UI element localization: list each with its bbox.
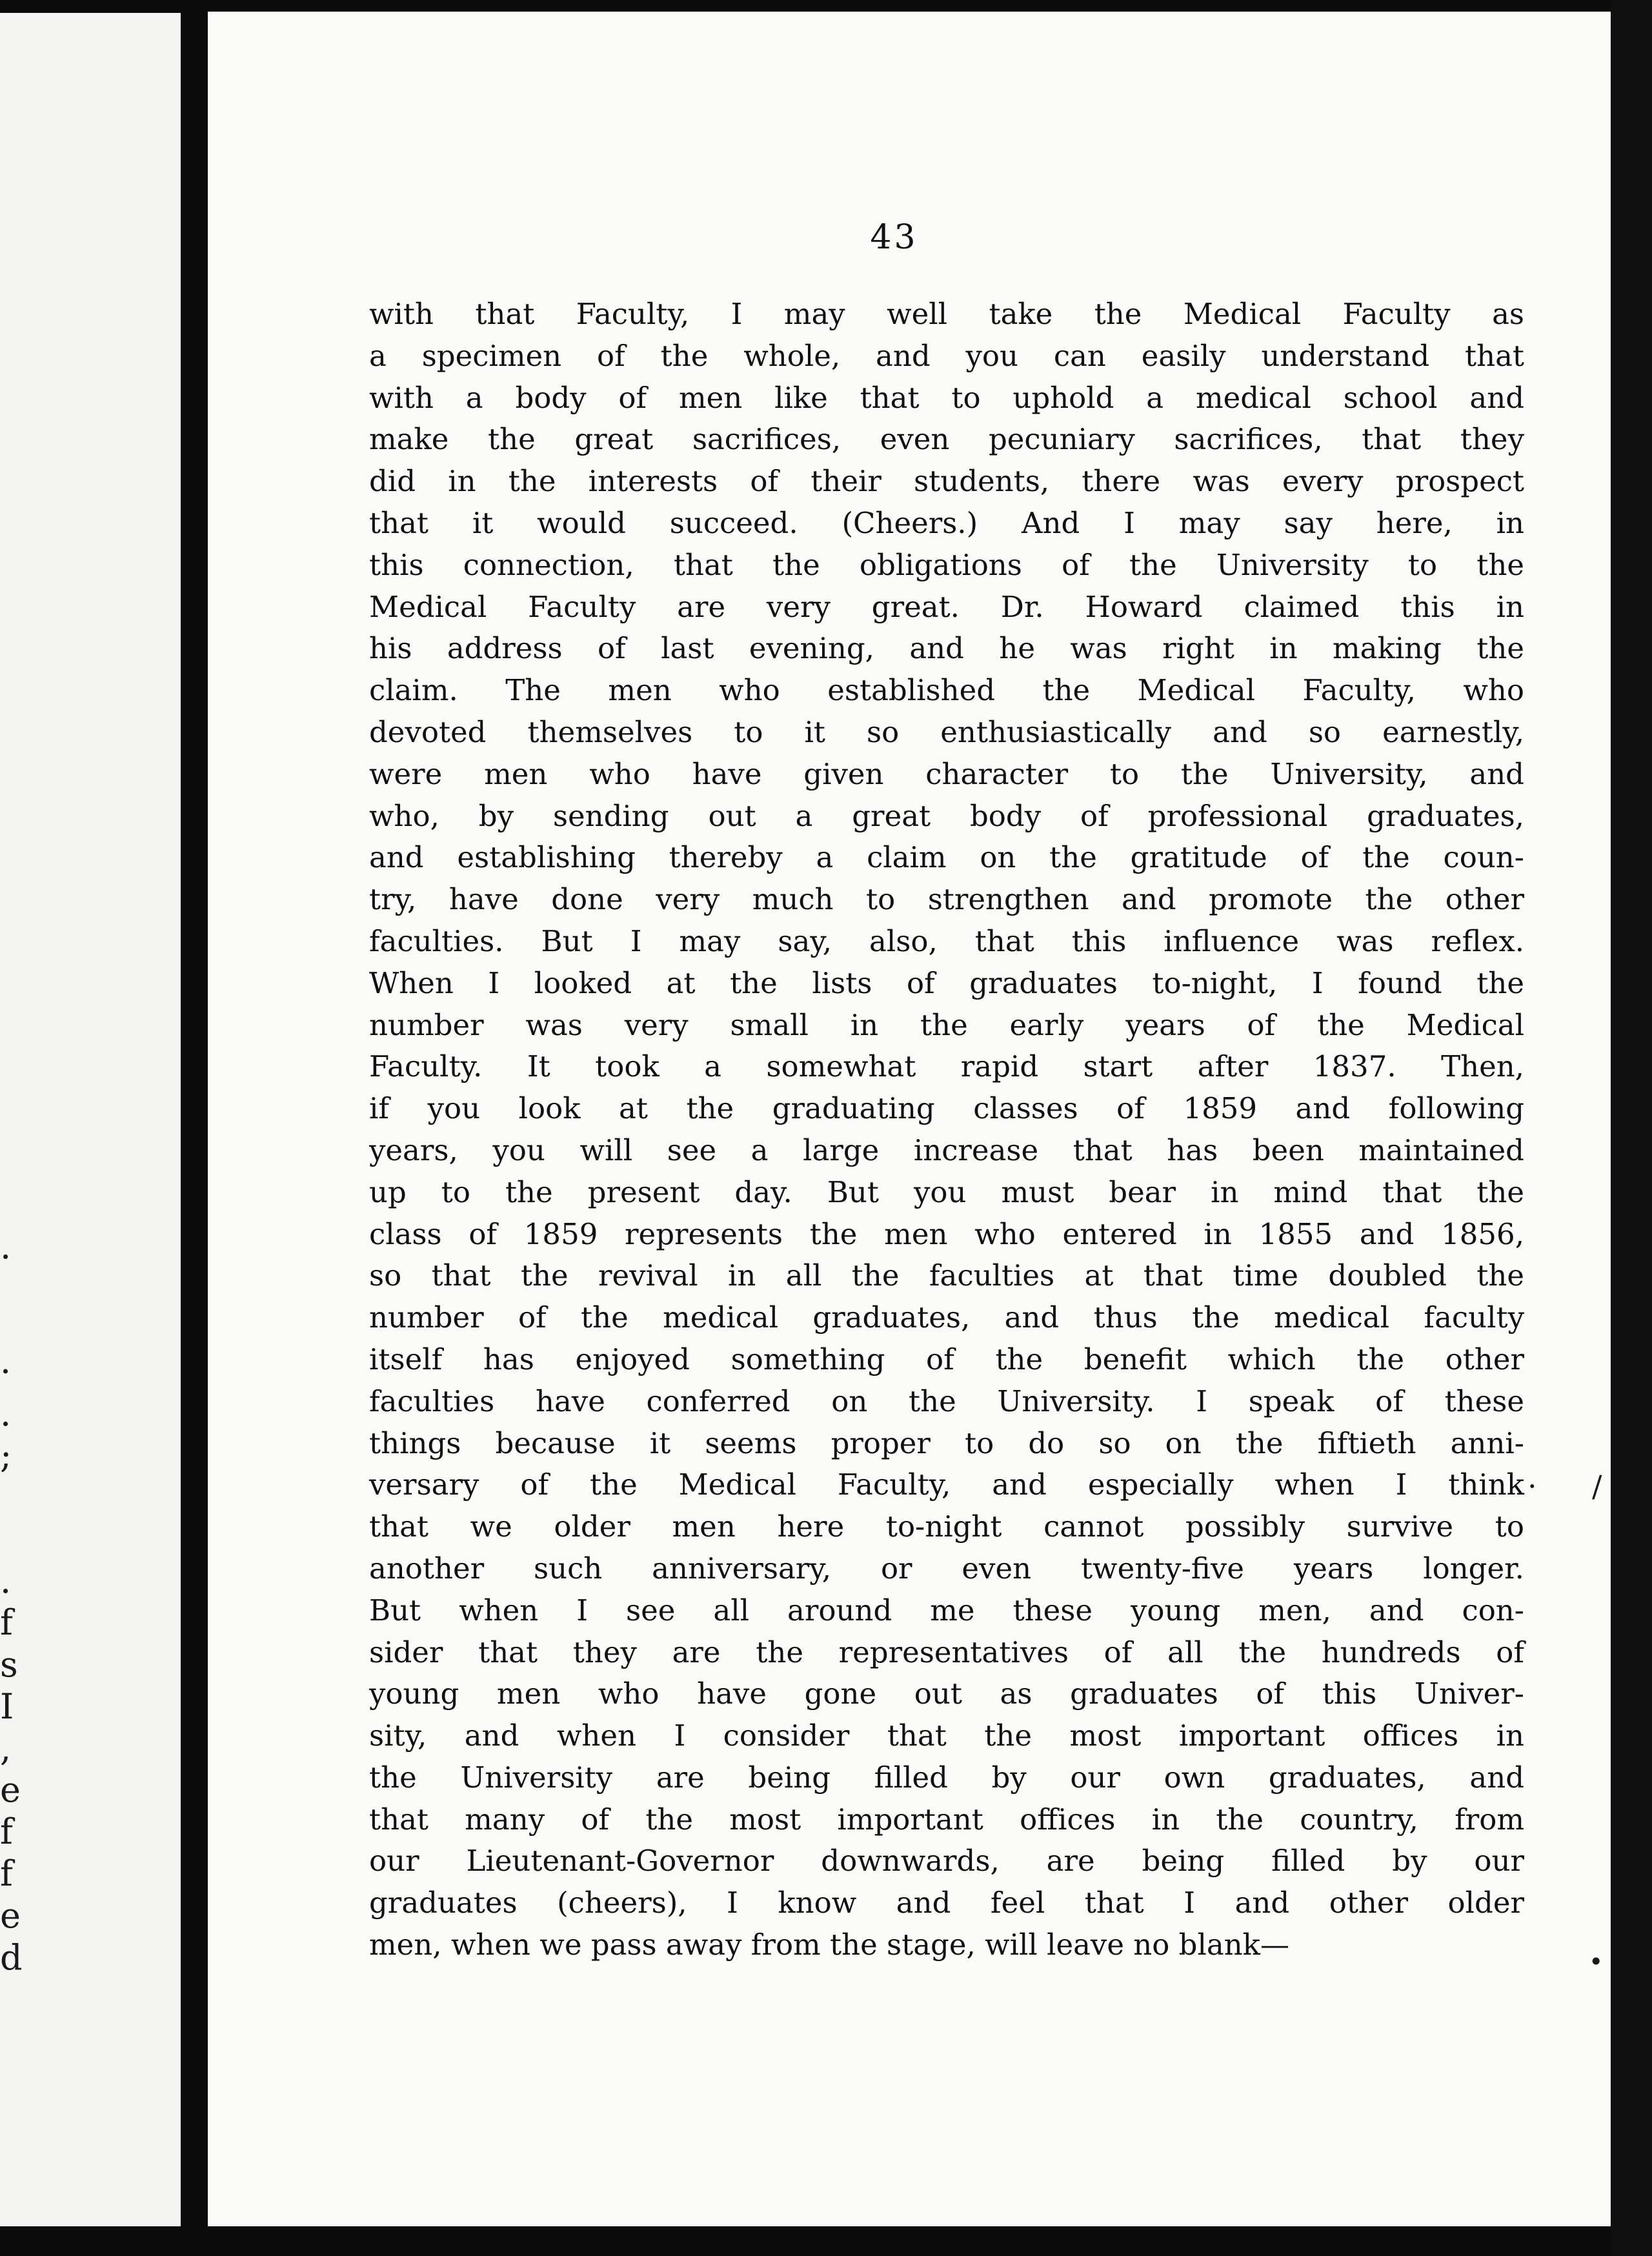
line-end-fragment: e: [0, 1769, 21, 1811]
text-line: sider that they are the representatives of all the hundreds of: [369, 1635, 1524, 1669]
line-end-fragment: s: [0, 1644, 18, 1685]
text-line: that we older men here to-night cannot possibly survive to: [369, 1509, 1524, 1544]
previous-page-line-ends: [0, 1226, 23, 1979]
text-line: When I looked at the lists of graduates to-night, I found the: [369, 965, 1524, 1000]
margin-mark: ·: [1527, 1469, 1537, 1504]
page-edge-shadow: [1611, 0, 1652, 2256]
line-end-fragment: f: [0, 1602, 13, 1644]
line-end-fragment: [0, 1310, 19, 1352]
line-end-fragment: .: [0, 1393, 12, 1435]
text-line: things because it seems proper to do so on the fiftieth anni-: [369, 1425, 1524, 1460]
text-line: years, you will see a large increase that has been maintained: [369, 1133, 1524, 1167]
text-line: versary of the Medical Faculty, and especially when I think: [369, 1467, 1524, 1502]
page-number: 43: [870, 218, 918, 257]
line-end-fragment: [0, 1519, 19, 1561]
book-page: [208, 12, 1611, 2226]
text-line: devoted themselves to it so enthusiastically and so earnestly,: [369, 714, 1524, 749]
text-line: with that Faculty, I may well take the Medical Faculty as: [369, 297, 1524, 331]
text-line: faculties have conferred on the University. I speak of these: [369, 1384, 1524, 1418]
text-line: young men who have gone out as graduates of this Univer-: [369, 1677, 1524, 1711]
text-line: the University are being filled by our own graduates, and: [369, 1760, 1524, 1795]
text-line: claim. The men who established the Medical Faculty, who: [369, 673, 1524, 708]
text-line: that many of the most important offices in the country, from: [369, 1802, 1524, 1837]
text-line: who, by sending out a great body of professional graduates,: [369, 798, 1524, 833]
margin-mark: •: [1589, 1948, 1604, 1976]
line-end-fragment: ·: [0, 1351, 12, 1393]
line-end-fragment: ,: [0, 1727, 12, 1769]
text-line: our Lieutenant-Governor downwards, are being filled by our: [369, 1844, 1524, 1878]
text-line: class of 1859 represents the men who entered in 1855 and 1856,: [369, 1216, 1524, 1251]
text-line: his address of last evening, and he was right in making the: [369, 631, 1524, 666]
text-line: were men who have given character to the University, and: [369, 756, 1524, 791]
text-line: Medical Faculty are very great. Dr. Howard claimed this in: [369, 589, 1524, 624]
text-line: faculties. But I may say, also, that this influence was reflex.: [369, 923, 1524, 958]
text-line: men, when we pass away from the stage, will leave no blank—: [369, 1928, 1289, 1962]
line-end-fragment: .: [0, 1560, 12, 1602]
line-end-fragment: [0, 1268, 19, 1310]
text-line: number was very small in the early years of the Medical: [369, 1007, 1524, 1042]
text-line: that it would succeed. (Cheers.) And I may say here, in: [369, 505, 1524, 540]
text-line: graduates (cheers), I know and feel that I and other older: [369, 1886, 1524, 1920]
text-line: But when I see all around me these young men, and con-: [369, 1593, 1524, 1627]
text-line: up to the present day. But you must bear in mind that the: [369, 1174, 1524, 1209]
previous-page-sliver: [0, 13, 181, 2226]
line-end-fragment: d: [0, 1937, 23, 1978]
body-text: [369, 294, 1524, 1966]
line-end-fragment: I: [0, 1686, 14, 1727]
text-line: if you look at the graduating classes of 1859 and following: [369, 1091, 1524, 1126]
text-line: and establishing thereby a claim on the gratitude of the coun-: [369, 840, 1524, 875]
text-line: Faculty. It took a somewhat rapid start after 1837. Then,: [369, 1049, 1524, 1084]
text-line: with a body of men like that to uphold a medical school and: [369, 380, 1524, 415]
line-end-fragment: ;: [0, 1435, 12, 1476]
text-line: this connection, that the obligations of the University to the: [369, 547, 1524, 582]
line-end-fragment: f: [0, 1853, 13, 1894]
text-line: itself has enjoyed something of the benefit which the other: [369, 1342, 1524, 1376]
text-line: a specimen of the whole, and you can easily understand that: [369, 338, 1524, 373]
line-end-fragment: .: [0, 1226, 12, 1267]
line-end-fragment: [0, 1477, 19, 1519]
text-line: make the great sacrifices, even pecuniary sacrifices, that they: [369, 422, 1524, 457]
text-line: number of the medical graduates, and thus the medical faculty: [369, 1300, 1524, 1335]
margin-mark: /: [1592, 1469, 1602, 1504]
text-line: sity, and when I consider that the most important offices in: [369, 1718, 1524, 1753]
line-end-fragment: f: [0, 1811, 13, 1853]
line-end-fragment: e: [0, 1895, 21, 1936]
text-line: did in the interests of their students, there was every prospect: [369, 464, 1524, 499]
text-line: so that the revival in all the faculties at that time doubled the: [369, 1258, 1524, 1293]
text-line: try, have done very much to strengthen and promote the other: [369, 882, 1524, 917]
text-line: another such anniversary, or even twenty-five years longer.: [369, 1551, 1524, 1586]
